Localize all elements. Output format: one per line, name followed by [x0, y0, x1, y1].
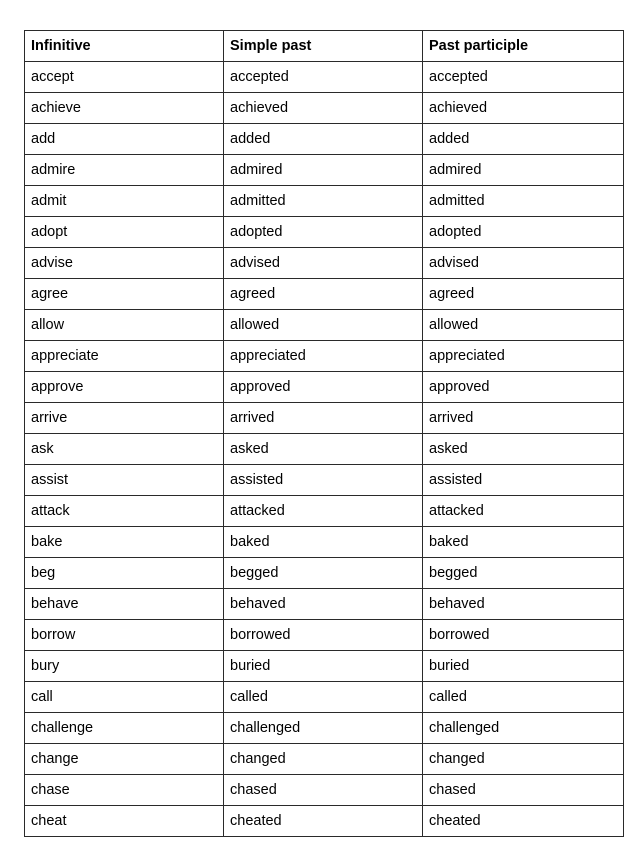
simple-past-cell: arrived [224, 403, 423, 434]
infinitive-cell: achieve [25, 93, 224, 124]
infinitive-cell: beg [25, 558, 224, 589]
table-row [25, 682, 624, 713]
past-participle-cell: changed [423, 744, 624, 775]
past-participle-cell: appreciated [423, 341, 624, 372]
simple-past-cell: baked [224, 527, 423, 558]
simple-past-cell: admired [224, 155, 423, 186]
simple-past-cell: called [224, 682, 423, 713]
table-row [25, 310, 624, 341]
infinitive-cell: allow [25, 310, 224, 341]
past-participle-cell: admired [423, 155, 624, 186]
past-participle-cell: allowed [423, 310, 624, 341]
table-row [25, 372, 624, 403]
infinitive-cell: accept [25, 62, 224, 93]
infinitive-cell: chase [25, 775, 224, 806]
table-row [25, 217, 624, 248]
infinitive-cell: appreciate [25, 341, 224, 372]
header-past-participle: Past participle [423, 31, 624, 62]
past-participle-cell: borrowed [423, 620, 624, 651]
simple-past-cell: cheated [224, 806, 423, 837]
table-row [25, 279, 624, 310]
simple-past-cell: appreciated [224, 341, 423, 372]
infinitive-cell: cheat [25, 806, 224, 837]
infinitive-cell: borrow [25, 620, 224, 651]
infinitive-cell: arrive [25, 403, 224, 434]
infinitive-cell: approve [25, 372, 224, 403]
past-participle-cell: admitted [423, 186, 624, 217]
table-row [25, 775, 624, 806]
past-participle-cell: baked [423, 527, 624, 558]
past-participle-cell: adopted [423, 217, 624, 248]
past-participle-cell: cheated [423, 806, 624, 837]
table-row [25, 434, 624, 465]
table-row [25, 651, 624, 682]
infinitive-cell: call [25, 682, 224, 713]
past-participle-cell: added [423, 124, 624, 155]
simple-past-cell: achieved [224, 93, 423, 124]
simple-past-cell: accepted [224, 62, 423, 93]
table-row [25, 527, 624, 558]
past-participle-cell: accepted [423, 62, 624, 93]
past-participle-cell: agreed [423, 279, 624, 310]
infinitive-cell: admire [25, 155, 224, 186]
verb-forms-table [24, 30, 624, 837]
simple-past-cell: adopted [224, 217, 423, 248]
past-participle-cell: attacked [423, 496, 624, 527]
table-row [25, 744, 624, 775]
simple-past-cell: buried [224, 651, 423, 682]
simple-past-cell: changed [224, 744, 423, 775]
infinitive-cell: advise [25, 248, 224, 279]
simple-past-cell: added [224, 124, 423, 155]
table-row [25, 62, 624, 93]
table-row [25, 155, 624, 186]
past-participle-cell: arrived [423, 403, 624, 434]
past-participle-cell: achieved [423, 93, 624, 124]
infinitive-cell: bury [25, 651, 224, 682]
infinitive-cell: bake [25, 527, 224, 558]
table-row [25, 806, 624, 837]
simple-past-cell: approved [224, 372, 423, 403]
table-row [25, 496, 624, 527]
table-row [25, 620, 624, 651]
table-row [25, 465, 624, 496]
simple-past-cell: chased [224, 775, 423, 806]
simple-past-cell: admitted [224, 186, 423, 217]
simple-past-cell: allowed [224, 310, 423, 341]
past-participle-cell: called [423, 682, 624, 713]
table-row [25, 341, 624, 372]
table-row [25, 403, 624, 434]
simple-past-cell: assisted [224, 465, 423, 496]
simple-past-cell: challenged [224, 713, 423, 744]
infinitive-cell: assist [25, 465, 224, 496]
past-participle-cell: approved [423, 372, 624, 403]
infinitive-cell: challenge [25, 713, 224, 744]
table-row [25, 713, 624, 744]
table-body [25, 62, 624, 837]
past-participle-cell: challenged [423, 713, 624, 744]
simple-past-cell: advised [224, 248, 423, 279]
header-infinitive: Infinitive [25, 31, 224, 62]
simple-past-cell: attacked [224, 496, 423, 527]
simple-past-cell: behaved [224, 589, 423, 620]
past-participle-cell: chased [423, 775, 624, 806]
infinitive-cell: behave [25, 589, 224, 620]
table-row [25, 558, 624, 589]
past-participle-cell: assisted [423, 465, 624, 496]
infinitive-cell: attack [25, 496, 224, 527]
infinitive-cell: adopt [25, 217, 224, 248]
document-page [24, 30, 623, 837]
table-row [25, 186, 624, 217]
infinitive-cell: change [25, 744, 224, 775]
table-header-row [25, 31, 624, 62]
header-simple-past: Simple past [224, 31, 423, 62]
past-participle-cell: asked [423, 434, 624, 465]
past-participle-cell: advised [423, 248, 624, 279]
simple-past-cell: asked [224, 434, 423, 465]
infinitive-cell: agree [25, 279, 224, 310]
table-row [25, 248, 624, 279]
simple-past-cell: begged [224, 558, 423, 589]
past-participle-cell: begged [423, 558, 624, 589]
infinitive-cell: admit [25, 186, 224, 217]
infinitive-cell: ask [25, 434, 224, 465]
simple-past-cell: borrowed [224, 620, 423, 651]
table-row [25, 589, 624, 620]
past-participle-cell: behaved [423, 589, 624, 620]
table-row [25, 93, 624, 124]
infinitive-cell: add [25, 124, 224, 155]
simple-past-cell: agreed [224, 279, 423, 310]
past-participle-cell: buried [423, 651, 624, 682]
table-row [25, 124, 624, 155]
